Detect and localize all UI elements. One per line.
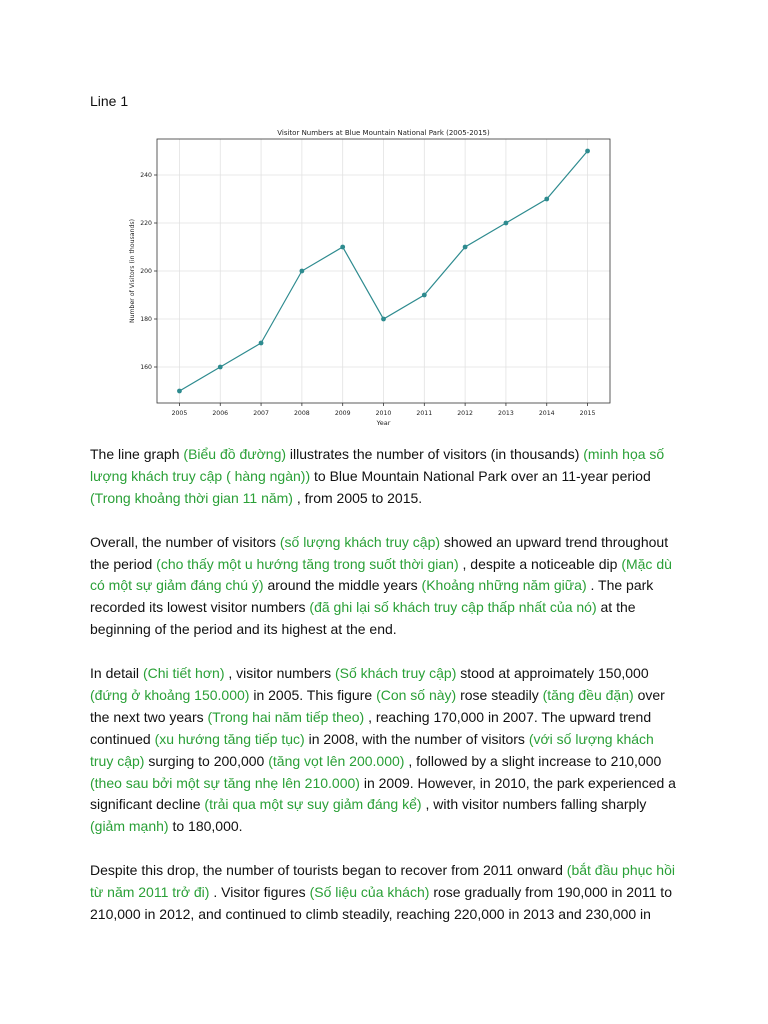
paragraph-text: , followed by a slight increase to 210,000 [408, 752, 662, 769]
data-point [544, 197, 549, 202]
paragraph-text: surging to 200,000 [148, 752, 269, 769]
paragraph-text: . The park recorded its lowest visitor numbers [90, 577, 654, 616]
x-tick-label: 2008 [294, 410, 310, 417]
translation-note: (số lượng khách truy cập) [279, 533, 444, 550]
paragraph [90, 444, 680, 510]
paragraph-text: In detail [90, 665, 143, 682]
y-tick-label: 240 [140, 172, 152, 180]
translation-note: (Trong hai năm tiếp theo) [207, 708, 369, 725]
paragraph-text: Overall, the number of visitors [90, 533, 280, 550]
y-axis-label: Number of Visitors (in thousands) [129, 218, 136, 324]
line-chart [120, 125, 620, 430]
x-tick-label: 2010 [375, 410, 392, 417]
paragraph-text: to Blue Mountain National Park over an 11-year period [314, 467, 651, 484]
translation-note: (Số liệu của khách) [309, 884, 434, 901]
data-point [218, 365, 223, 370]
paragraph-text: , despite a noticeable dip [462, 555, 622, 572]
paragraph-text: around the middle years [267, 577, 422, 594]
paragraph [90, 532, 680, 642]
translation-note: (Biểu đồ đường) [183, 446, 290, 462]
translation-note: (đứng ở khoảng 150.000) [90, 686, 254, 703]
page-heading: Line 1 [90, 93, 129, 109]
paragraph-text: , with visitor numbers falling sharply [425, 796, 647, 813]
x-tick-label: 2005 [171, 410, 188, 417]
translation-note: (tăng đều đặn) [542, 686, 638, 703]
data-point [299, 269, 304, 274]
x-tick-label: 2006 [212, 410, 229, 417]
translation-note: (với số lượng khách truy cập) [90, 730, 654, 769]
translation-note: (Con số này) [376, 686, 461, 703]
article-body [90, 444, 680, 948]
translation-note: (trải qua một sự suy giảm đáng kể) [204, 796, 426, 813]
translation-note: (theo sau bởi một sự tăng nhẹ lên 210.000) [90, 774, 364, 791]
data-point [463, 245, 468, 250]
paragraph-text: rose steadily [460, 686, 543, 703]
paragraph-text: in 2008, with the number of visitors [308, 730, 529, 747]
paragraph-text: rose gradually from 190,000 in 2011 to 210,000 in 2012, and continued to climb steadily, reaching 220,000 in 2013 and 230,000 in [90, 884, 672, 922]
x-axis-label: Year [376, 419, 391, 427]
translation-note: (Mặc dù có một sự giảm đáng chú ý) [90, 555, 672, 594]
translation-note: (Số khách truy cập) [334, 665, 461, 682]
paragraph-text: showed an upward trend throughout the period [90, 533, 669, 572]
translation-note: (giảm mạnh) [90, 818, 173, 835]
paragraph-text: The line graph [90, 446, 184, 462]
x-tick-label: 2007 [253, 410, 269, 417]
x-tick-label: 2009 [334, 410, 351, 417]
paragraph-text: , reaching 170,000 in 2007. The upward trend continued [90, 708, 652, 747]
x-tick-label: 2011 [416, 410, 433, 417]
translation-note: (tăng vọt lên 200.000) [268, 752, 409, 769]
y-tick-label: 180 [140, 316, 152, 324]
paragraph-text: in 2005. This figure [253, 686, 377, 703]
translation-note: (cho thấy một u hướng tăng trong suốt thời gian) [156, 555, 463, 572]
data-point [422, 293, 427, 298]
paragraph-text: illustrates the number of visitors (in thousands) [289, 446, 584, 462]
y-tick-label: 200 [140, 268, 152, 276]
x-tick-label: 2014 [538, 410, 555, 417]
x-tick-label: 2015 [579, 410, 596, 417]
data-point [177, 389, 182, 394]
paragraph [90, 860, 680, 926]
translation-note: (đã ghi lại số khách truy cập thấp nhất của nó) [309, 599, 601, 616]
translation-note: (Khoảng những năm giữa) [421, 577, 591, 594]
paragraph-text: at the beginning of the period and its highest at the end. [90, 599, 636, 638]
x-tick-label: 2013 [498, 410, 514, 417]
paragraph-text: over the next two years [90, 686, 665, 725]
paragraph-text: Despite this drop, the number of tourists began to recover from 2011 onward [90, 862, 567, 879]
data-point [340, 245, 345, 250]
y-tick-label: 220 [140, 220, 152, 228]
translation-note: (bắt đầu phục hồi từ năm 2011 trở đi) [90, 862, 675, 901]
paragraph-text: to 180,000. [172, 818, 243, 835]
translation-note: (xu hướng tăng tiếp tục) [154, 730, 309, 747]
data-point [504, 221, 509, 226]
x-tick-label: 2012 [457, 410, 473, 417]
paragraph-text: stood at approimately 150,000 [460, 665, 649, 682]
paragraph-text: . Visitor figures [213, 884, 310, 901]
paragraph-text: , from 2005 to 2015. [296, 489, 423, 506]
chart-title: Visitor Numbers at Blue Mountain National Park (2005-2015) [277, 129, 490, 137]
data-point [381, 317, 386, 322]
paragraph-text: in 2009. However, in 2010, the park experienced a significant decline [90, 774, 676, 813]
translation-note: (Chi tiết hơn) [142, 665, 229, 682]
data-point [585, 149, 590, 154]
paragraph [90, 663, 680, 838]
translation-note: (Trong khoảng thời gian 11 năm) [90, 489, 297, 506]
chart-svg [120, 125, 620, 430]
y-tick-label: 160 [140, 364, 152, 372]
paragraph-text: , visitor numbers [228, 665, 335, 682]
data-point [259, 341, 264, 346]
translation-note: (minh họa số lượng khách truy cập ( hàng ngàn)) [90, 446, 665, 484]
